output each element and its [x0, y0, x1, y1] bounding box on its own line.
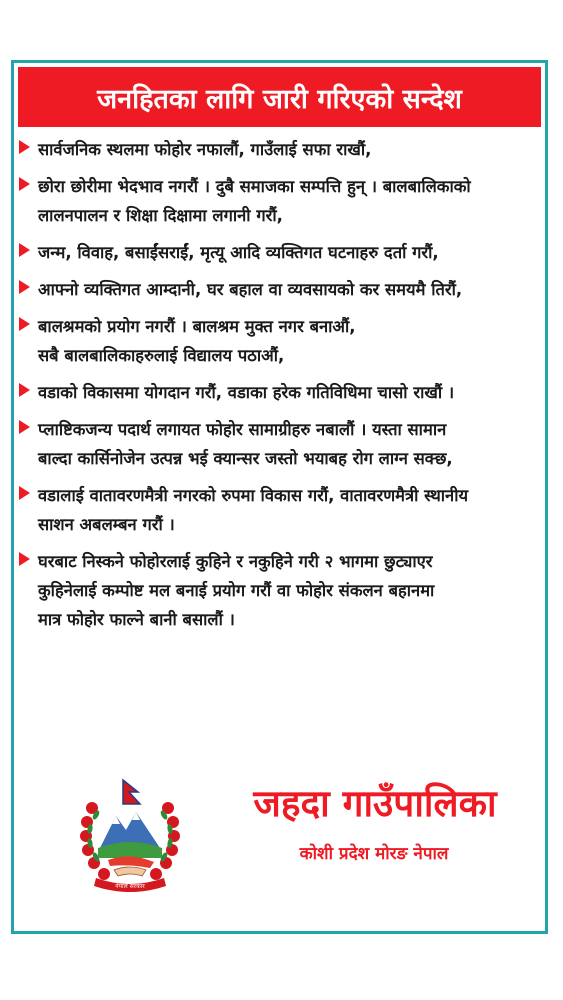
message-line: कुहिनेलाई कम्पोष्ट मल बनाई प्रयोग गरौं वा फोहोर संकलन बहानमा	[38, 581, 435, 600]
message-line: आफ्नो व्यक्तिगत आम्दानी, घर बहाल वा व्यवसायको कर समयमै तिरौं,	[38, 280, 463, 299]
message-item	[14, 415, 545, 473]
message-line: लालनपालन र शिक्षा दिक्षामा लगानी गरौं,	[38, 206, 283, 225]
message-item	[14, 547, 545, 634]
org-name: जहदा गाउँपालिका	[253, 782, 497, 825]
bullet-arrow-icon	[19, 486, 30, 500]
message-line: प्लाष्टिकजन्य पदार्थ लगायत फोहोर सामाग्रीहरु नबालौं । यस्ता सामान	[38, 420, 447, 439]
message-line: वडाको विकासमा योगदान गरौं, वडाका हरेक गतिविधिमा चासो राखौं ।	[38, 383, 455, 402]
message-item	[14, 135, 545, 164]
bullet-arrow-icon	[19, 420, 30, 434]
notice-poster	[11, 60, 548, 934]
bullet-arrow-icon	[19, 177, 30, 191]
emblem-ribbon-text: नेपाल सरकार	[115, 883, 145, 890]
org-location: कोशी प्रदेश मोरङ नेपाल	[299, 844, 449, 864]
page-title: जनहितका लागि जारी गरिएको सन्देश	[97, 83, 462, 115]
message-item	[14, 172, 545, 230]
message-line: साशन अबलम्बन गरौं ।	[38, 515, 175, 534]
bullet-arrow-icon	[19, 140, 30, 154]
message-line: छोरा छोरीमा भेदभाव नगरौं । दुबै समाजका सम्पत्ति हुन् । बालबालिकाको	[38, 177, 471, 196]
bullet-arrow-icon	[19, 383, 30, 397]
message-item	[14, 312, 545, 370]
message-line: सार्वजनिक स्थलमा फोहोर नफालौं, गाउँलाई सफा राखौं,	[38, 140, 372, 159]
bullet-arrow-icon	[19, 552, 30, 566]
bullet-arrow-icon	[19, 243, 30, 257]
message-line: घरबाट निस्कने फोहोरलाई कुहिने र नकुहिने गरी २ भागमा छुट्याएर	[38, 552, 433, 571]
message-list	[14, 135, 545, 642]
message-line: सबै बालबालिकाहरुलाई विद्यालय पठाऔं,	[38, 346, 285, 365]
message-line: मात्र फोहोर फाल्ने बानी बसालौं ।	[38, 610, 235, 629]
message-item	[14, 238, 545, 267]
message-line: बाल्दा कार्सिनोजेन उत्पन्न भई क्यान्सर जस्तो भयाबह रोग लाग्न सक्छ,	[38, 449, 453, 468]
message-line: वडालाई वातावरणमैत्री नगरको रुपमा विकास गरौं, वातावरणमैत्री स्थानीय	[38, 486, 469, 505]
title-banner	[18, 67, 541, 127]
message-line: जन्म, विवाह, बसाईंसराईं, मृत्यू आदि व्यक्तिगत घटनाहरु दर्ता गरौं,	[38, 243, 439, 262]
bullet-arrow-icon	[19, 280, 30, 294]
message-item	[14, 481, 545, 539]
message-item	[14, 275, 545, 304]
nepal-government-emblem-icon	[78, 778, 182, 894]
bullet-arrow-icon	[19, 317, 30, 331]
message-line: बालश्रमको प्रयोग नगरौं । बालश्रम मुक्त नगर बनाऔं,	[38, 317, 356, 336]
message-item	[14, 378, 545, 407]
